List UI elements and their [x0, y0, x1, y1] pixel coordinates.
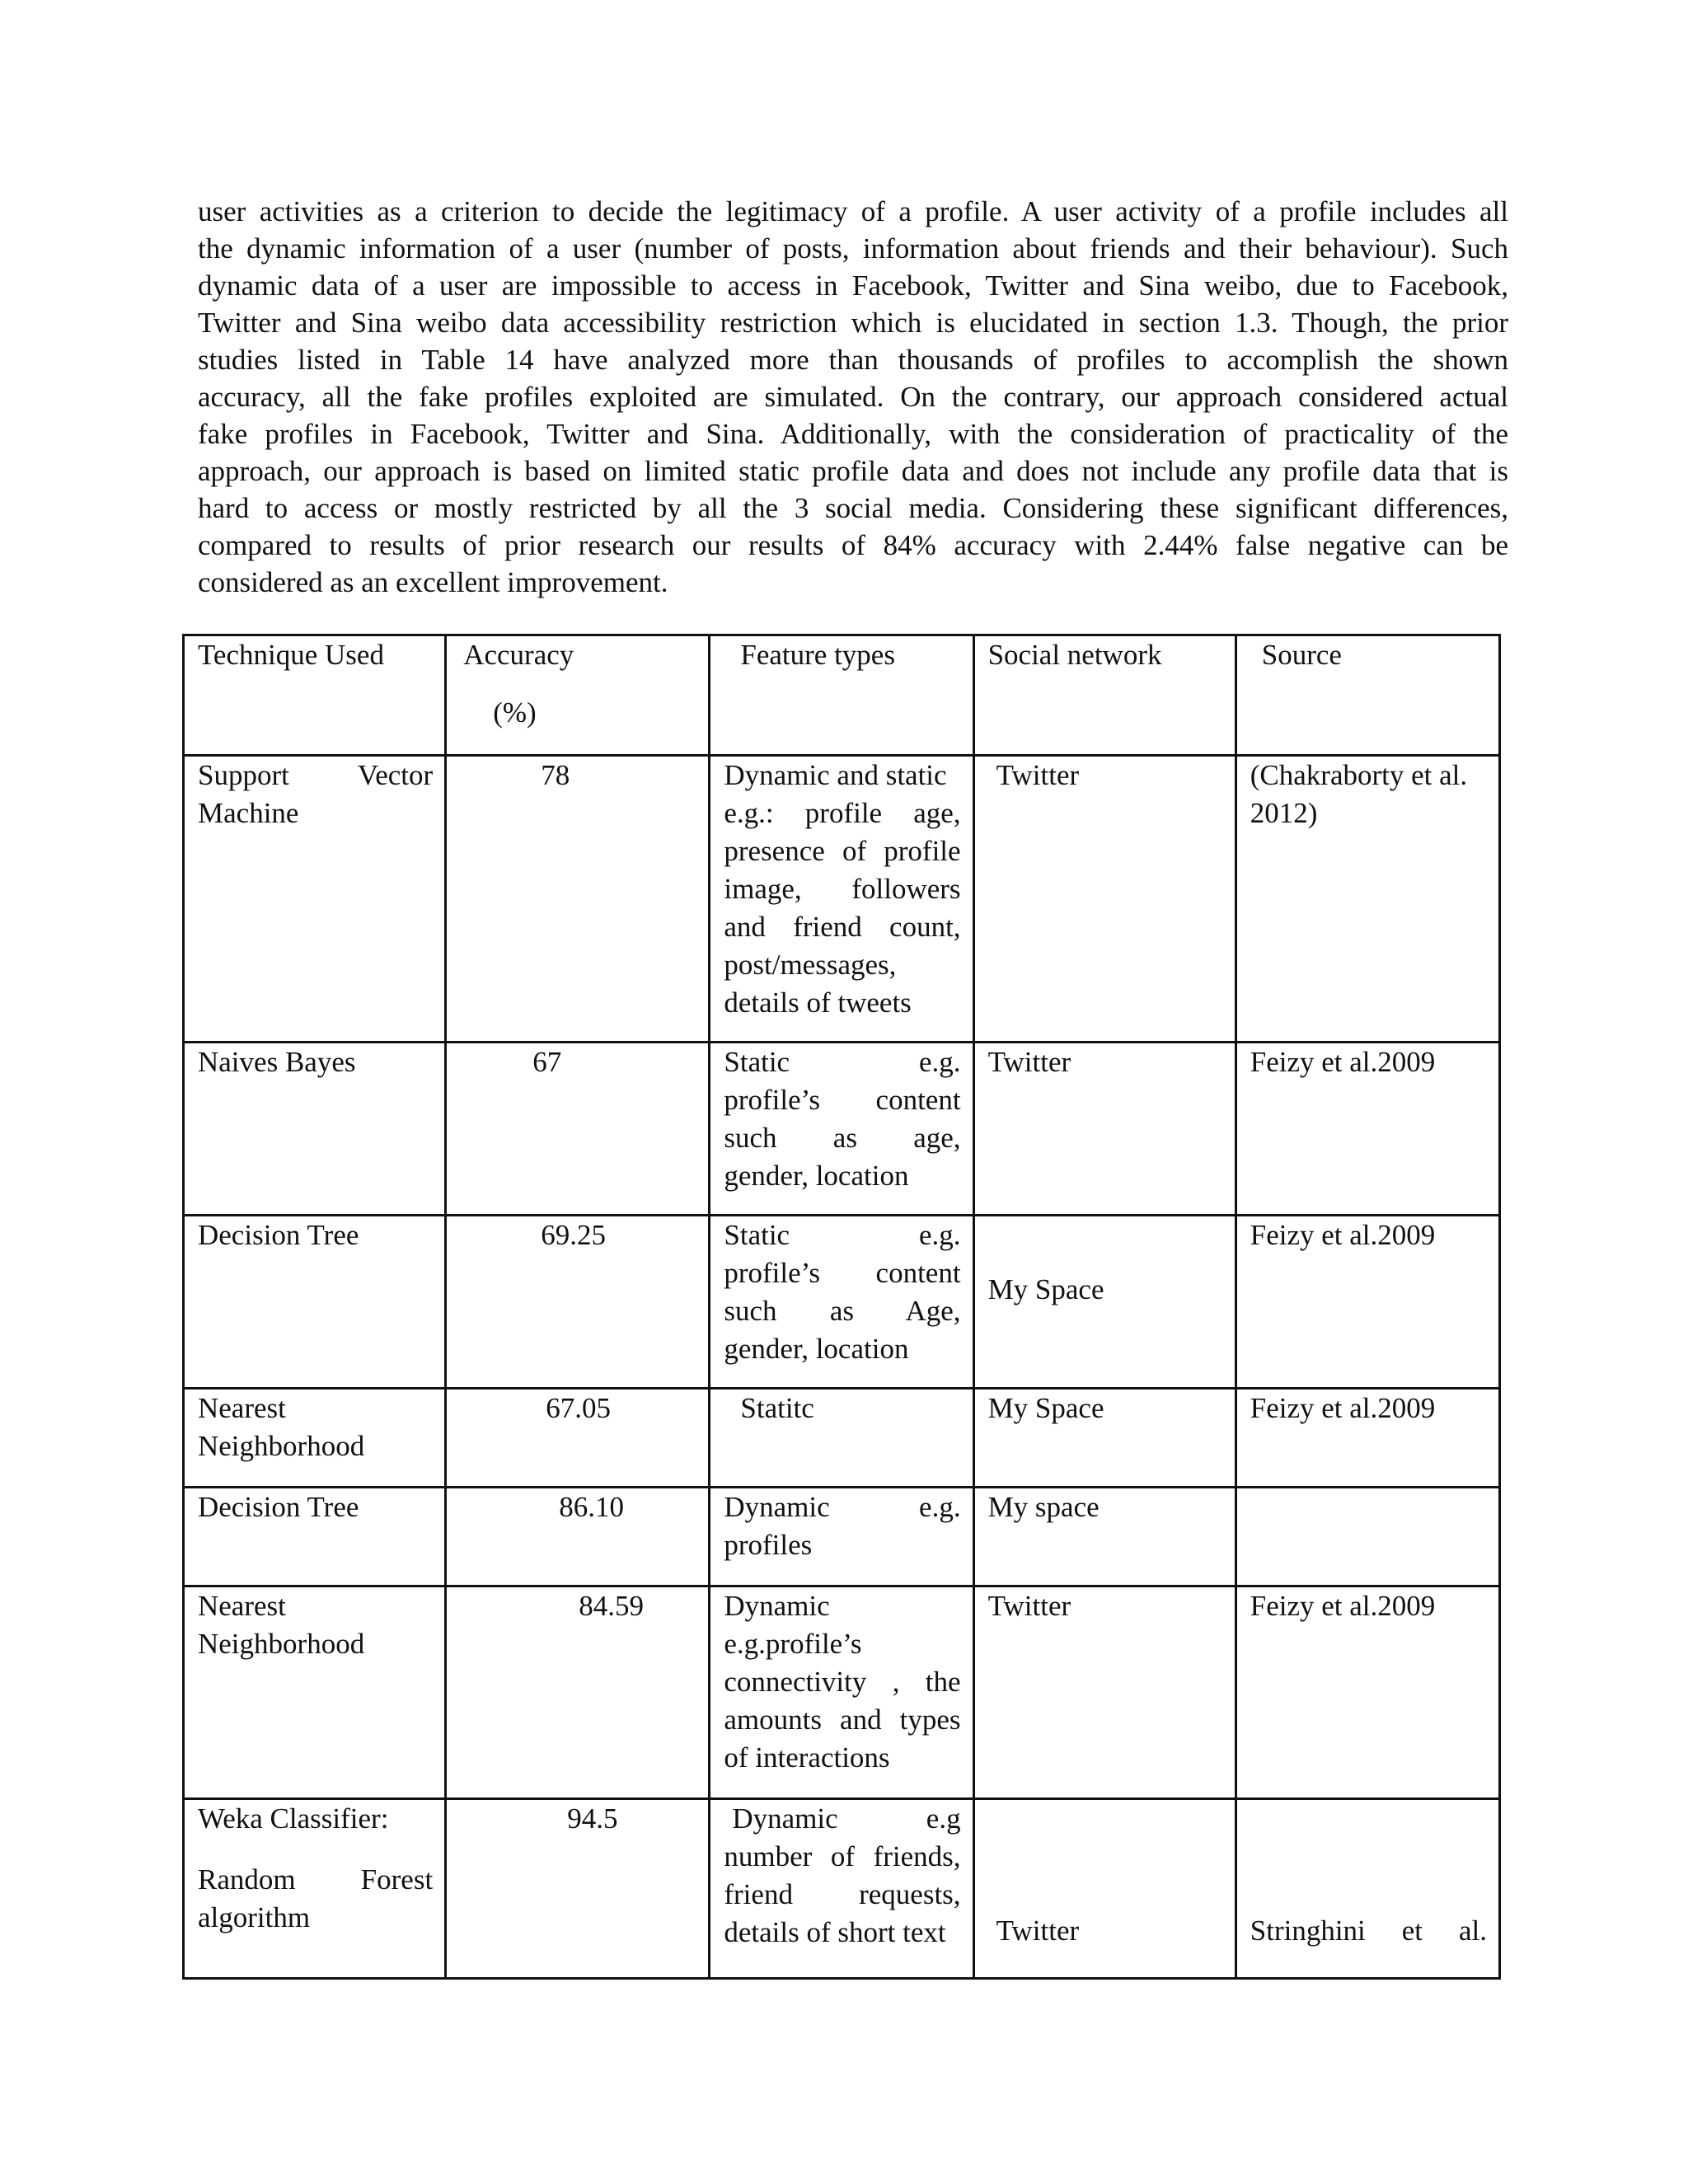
- accuracy-cell: 67.05: [446, 1389, 710, 1488]
- paragraph-line: dynamic data of a user are impossible to access in Facebook, Twitter and Sina weibo, due to Facebook,: [198, 269, 1508, 302]
- features-cell: Statitc: [710, 1389, 973, 1488]
- source-cell: (Chakraborty et al. 2012): [1236, 756, 1499, 1043]
- features-cell: Static e.g. profile’s content such as age, gender, location: [710, 1043, 973, 1216]
- paragraph-line: considered as an excellent improvement.: [198, 566, 668, 598]
- network-cell: My Space: [973, 1389, 1236, 1488]
- network-cell: Twitter: [973, 1586, 1236, 1799]
- features-cell: Dynamic and static e.g.: profile age, presence of profile image, followers and friend count, post/messages, details of tweets: [710, 756, 973, 1043]
- network-cell: Twitter: [973, 1043, 1236, 1216]
- table-row: [184, 756, 1500, 1043]
- table-row: [184, 1043, 1500, 1216]
- header-technique: Technique Used: [184, 635, 446, 756]
- accuracy-cell: 67: [446, 1043, 710, 1216]
- table-row: [184, 1389, 1500, 1488]
- paragraph-line: compared to results of prior research our results of 84% accuracy with 2.44% false negative can be: [198, 529, 1508, 561]
- paragraph-line: Twitter and Sina weibo data accessibility restriction which is elucidated in section 1.3. Though, the prior: [198, 307, 1508, 339]
- header-source: Source: [1236, 635, 1499, 756]
- source-cell: Feizy et al.2009: [1236, 1043, 1499, 1216]
- body-paragraph: [198, 193, 1508, 601]
- technique-cell: Nearest Neighborhood: [184, 1586, 446, 1799]
- technique-cell: Decision Tree: [184, 1488, 446, 1586]
- header-features: Feature types: [710, 635, 973, 756]
- network-cell: My Space: [973, 1216, 1236, 1389]
- source-cell: Feizy et al.2009: [1236, 1389, 1499, 1488]
- comparison-table: [182, 634, 1501, 1980]
- table-header-row: [184, 635, 1500, 756]
- source-cell: Stringhini et al.: [1236, 1799, 1499, 1979]
- paragraph-line: hard to access or mostly restricted by all the 3 social media. Considering these significant differences,: [198, 492, 1508, 524]
- technique-cell: Support Vector Machine: [184, 756, 446, 1043]
- features-cell: Dynamic e.g. profiles: [710, 1488, 973, 1586]
- paragraph-line: fake profiles in Facebook, Twitter and Sina. Additionally, with the consideration of practicality of the: [198, 418, 1508, 450]
- source-cell: Feizy et al.2009: [1236, 1586, 1499, 1799]
- source-cell: Feizy et al.2009: [1236, 1216, 1499, 1389]
- paragraph-line: studies listed in Table 14 have analyzed more than thousands of profiles to accomplish the shown: [198, 344, 1508, 376]
- features-cell: Static e.g. profile’s content such as Age, gender, location: [710, 1216, 973, 1389]
- accuracy-cell: 78: [446, 756, 710, 1043]
- technique-cell: Nearest Neighborhood: [184, 1389, 446, 1488]
- header-accuracy: Accuracy (%): [446, 635, 710, 756]
- header-network: Social network: [973, 635, 1236, 756]
- paragraph-line: user activities as a criterion to decide the legitimacy of a profile. A user activity of a profile includes all: [198, 195, 1508, 227]
- paragraph-line: the dynamic information of a user (number of posts, information about friends and their behaviour). Such: [198, 232, 1508, 265]
- network-cell: Twitter: [973, 756, 1236, 1043]
- network-cell: Twitter: [973, 1799, 1236, 1979]
- accuracy-cell: 94.5: [446, 1799, 710, 1979]
- paragraph-line: approach, our approach is based on limited static profile data and does not include any profile data that is: [198, 455, 1508, 487]
- table-row: [184, 1488, 1500, 1586]
- paragraph-line: accuracy, all the fake profiles exploited are simulated. On the contrary, our approach considered actual: [198, 381, 1508, 413]
- features-cell: Dynamic e.g.profile’s connectivity , the amounts and types of interactions: [710, 1586, 973, 1799]
- table-row: [184, 1586, 1500, 1799]
- network-cell: My space: [973, 1488, 1236, 1586]
- technique-cell: Decision Tree: [184, 1216, 446, 1389]
- technique-cell: Weka Classifier: Random Forest algorithm: [184, 1799, 446, 1979]
- features-cell: Dynamic e.g number of friends, friend requests, details of short text: [710, 1799, 973, 1979]
- technique-cell: Naives Bayes: [184, 1043, 446, 1216]
- source-cell: [1236, 1488, 1499, 1586]
- accuracy-cell: 69.25: [446, 1216, 710, 1389]
- accuracy-cell: 86.10: [446, 1488, 710, 1586]
- accuracy-cell: 84.59: [446, 1586, 710, 1799]
- table-row: [184, 1216, 1500, 1389]
- table-row: [184, 1799, 1500, 1979]
